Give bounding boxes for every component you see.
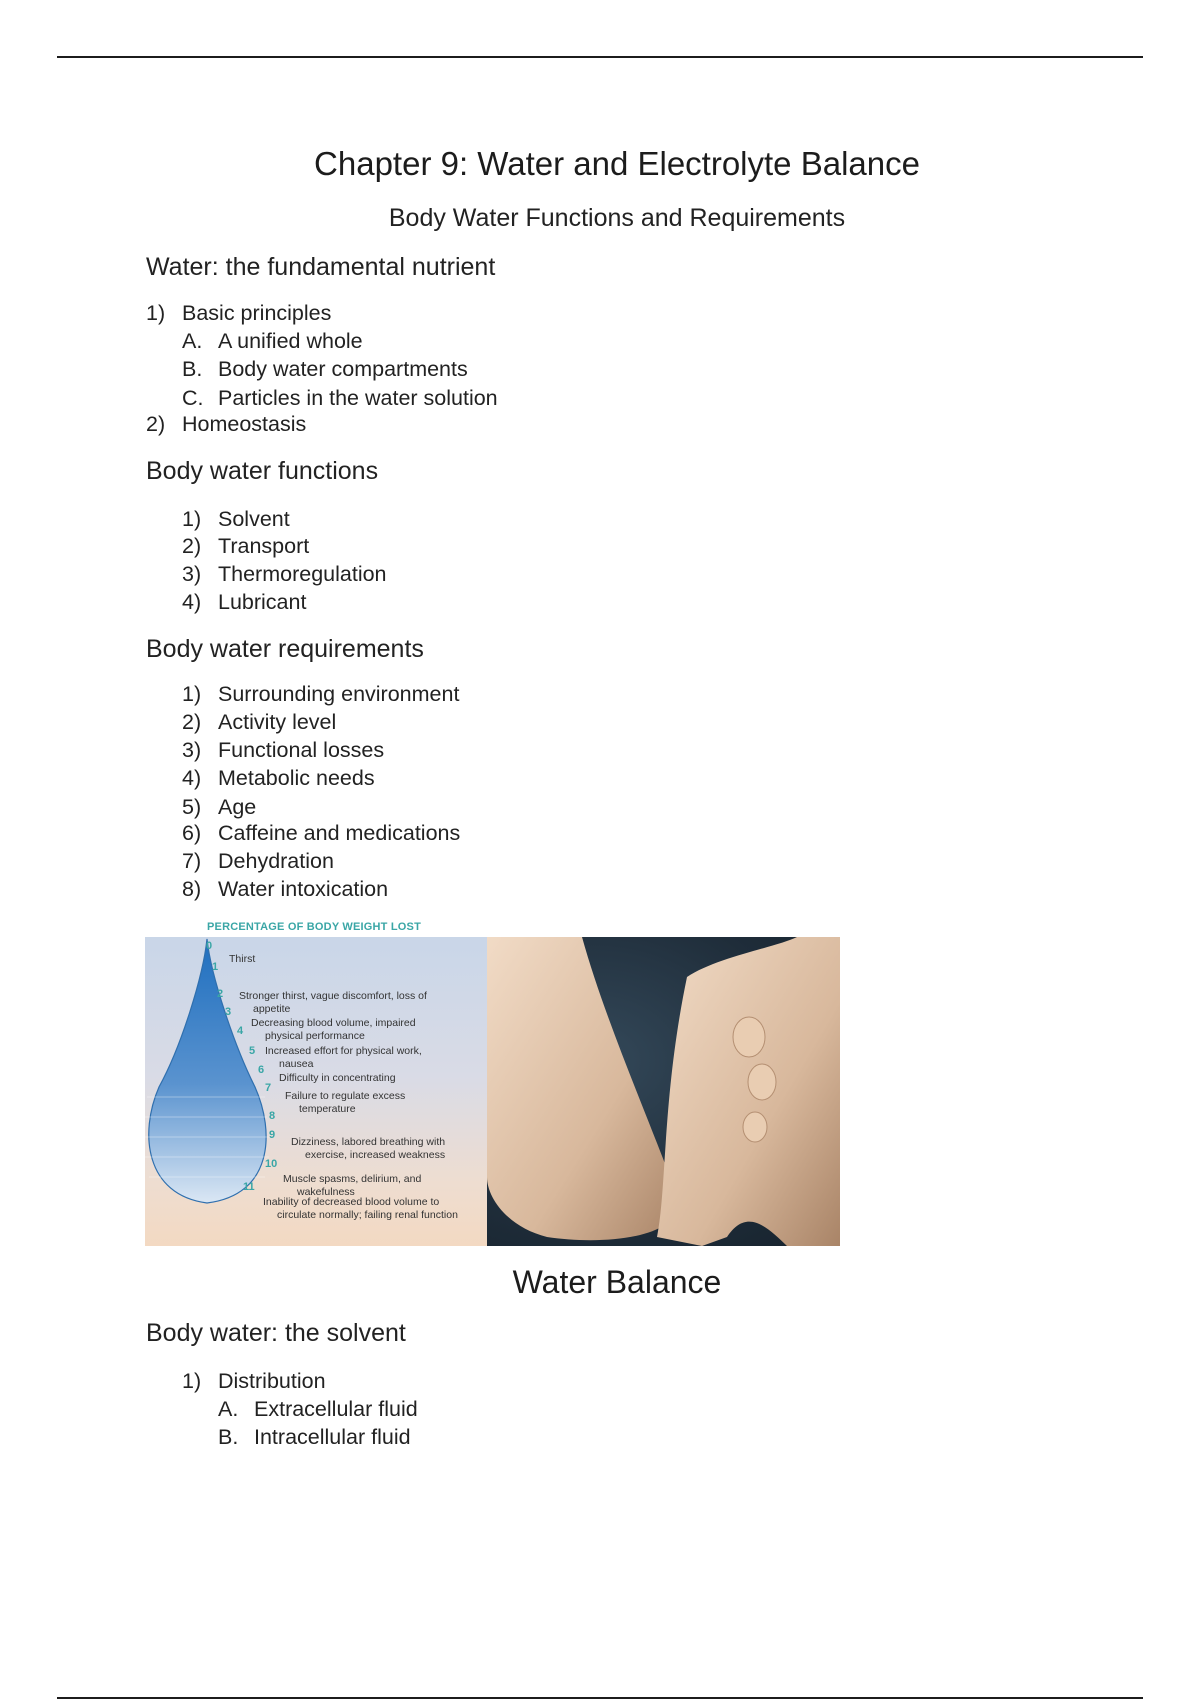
- list-label: Extracellular fluid: [254, 1397, 418, 1421]
- scale-number: 10: [265, 1158, 278, 1170]
- list-item: [182, 820, 460, 846]
- effect-labels: [229, 953, 458, 1221]
- scale-number: 3: [225, 1006, 232, 1018]
- effect-label: circulate normally; failing renal function: [277, 1209, 458, 1221]
- effect-label: Difficulty in concentrating: [279, 1072, 396, 1084]
- list-item: [182, 848, 334, 874]
- list-number: 4): [182, 590, 202, 614]
- list-label: Basic principles: [182, 301, 332, 325]
- list-number: 2): [146, 412, 166, 436]
- list-number: C.: [182, 386, 204, 410]
- list-label: Lubricant: [218, 590, 307, 614]
- list-number: 2): [182, 534, 202, 558]
- scale-number: 5: [249, 1045, 256, 1057]
- list-item: [182, 385, 498, 411]
- chart-header: PERCENTAGE OF BODY WEIGHT LOST: [207, 921, 421, 933]
- scale-number: 6: [258, 1064, 265, 1076]
- list-label: A unified whole: [218, 329, 363, 353]
- list-label: Surrounding environment: [218, 682, 460, 706]
- scale-number: 9: [269, 1129, 276, 1141]
- list-item: [146, 300, 331, 326]
- list-label: Functional losses: [218, 738, 385, 762]
- list-label: Transport: [218, 534, 310, 558]
- list-number: 1): [182, 507, 202, 531]
- scale-number: 2: [217, 988, 224, 1000]
- list-number: 8): [182, 877, 202, 901]
- scale-number: 0: [206, 940, 213, 952]
- edema-photo: [487, 937, 840, 1246]
- foot-illustration: [487, 937, 840, 1246]
- list-item: [182, 328, 363, 354]
- blister-shape: [748, 1064, 776, 1100]
- list-label: Distribution: [218, 1369, 326, 1393]
- list-label: Solvent: [218, 507, 290, 531]
- list-number: 6): [182, 821, 202, 845]
- list-item: [182, 794, 256, 820]
- list-number: 1): [146, 301, 166, 325]
- top-rule: [57, 56, 1143, 58]
- list-item: [182, 681, 459, 707]
- blister-shape: [743, 1112, 767, 1142]
- list-number: 4): [182, 766, 202, 790]
- effect-label: Increased effort for physical work,: [265, 1045, 422, 1057]
- scale-number: 8: [269, 1110, 276, 1122]
- list-item: [182, 876, 388, 902]
- scale-number: 11: [243, 1181, 255, 1193]
- list-number: B.: [182, 357, 203, 381]
- list-number: B.: [218, 1425, 239, 1449]
- list-label: Age: [218, 795, 257, 819]
- effect-label: Decreasing blood volume, impaired: [251, 1017, 416, 1029]
- list-item: [182, 533, 309, 559]
- list-label: Dehydration: [218, 849, 334, 873]
- effect-label: Thirst: [229, 953, 256, 965]
- effect-label: Muscle spasms, delirium, and: [283, 1173, 422, 1185]
- list-item: [182, 589, 306, 615]
- list-item: [182, 709, 336, 735]
- list-label: Particles in the water solution: [218, 386, 498, 410]
- list-label: Thermoregulation: [218, 562, 387, 586]
- effect-label: physical performance: [265, 1030, 365, 1042]
- list-label: Activity level: [218, 710, 337, 734]
- list-number: A.: [182, 329, 203, 353]
- effect-label: wakefulness: [297, 1186, 355, 1198]
- section-heading-fundamental-nutrient: Water: the fundamental nutrient: [146, 253, 496, 281]
- list-item: [182, 765, 375, 791]
- list-number: 1): [182, 1369, 202, 1393]
- list-item: [182, 1368, 326, 1394]
- water-balance-figure: [145, 921, 840, 1246]
- section-heading-body-water-requirements: Body water requirements: [146, 635, 424, 663]
- blister-shape: [733, 1017, 765, 1057]
- effect-label: Dizziness, labored breathing with: [291, 1136, 446, 1148]
- dehydration-chart-panel: [145, 921, 487, 1246]
- effect-label: Failure to regulate excess: [285, 1090, 406, 1102]
- list-number: 3): [182, 562, 202, 586]
- list-item: [146, 411, 306, 437]
- bottom-rule: [57, 1697, 1143, 1699]
- list-item: [182, 506, 290, 532]
- list-number: 3): [182, 738, 202, 762]
- section-heading-body-water-solvent: Body water: the solvent: [146, 1319, 406, 1347]
- list-label: Homeostasis: [182, 412, 307, 436]
- list-label: Intracellular fluid: [254, 1425, 411, 1449]
- list-label: Caffeine and medications: [218, 821, 461, 845]
- right-foot-shape: [657, 937, 840, 1246]
- list-item: [218, 1424, 411, 1450]
- left-foot-shape: [487, 937, 678, 1240]
- list-label: Water intoxication: [218, 877, 389, 901]
- figure-caption: Water Balance: [512, 1264, 722, 1300]
- list-item: [182, 737, 384, 763]
- effect-label: nausea: [279, 1058, 314, 1070]
- list-item: [182, 356, 468, 382]
- scale-number: 1: [212, 961, 219, 973]
- effect-label: exercise, increased weakness: [305, 1149, 446, 1161]
- water-drop-icon: [149, 939, 266, 1203]
- list-label: Body water compartments: [218, 357, 468, 381]
- list-label: Metabolic needs: [218, 766, 375, 790]
- scale-number: 7: [265, 1082, 272, 1094]
- list-item: [218, 1396, 418, 1422]
- list-number: 1): [182, 682, 202, 706]
- page-subtitle: Body Water Functions and Requirements: [388, 204, 846, 232]
- effect-label: temperature: [299, 1103, 356, 1115]
- list-number: 2): [182, 710, 202, 734]
- list-number: A.: [218, 1397, 239, 1421]
- list-number: 7): [182, 849, 202, 873]
- list-number: 5): [182, 795, 202, 819]
- effect-label: Inability of decreased blood volume to: [263, 1196, 440, 1208]
- effect-label: appetite: [253, 1003, 291, 1015]
- list-item: [182, 561, 387, 587]
- dehydration-drop-diagram: [145, 937, 487, 1246]
- page-title: Chapter 9: Water and Electrolyte Balance: [314, 145, 920, 182]
- scale-number: 4: [237, 1025, 244, 1037]
- section-heading-body-water-functions: Body water functions: [146, 457, 379, 485]
- effect-label: Stronger thirst, vague discomfort, loss of: [239, 990, 427, 1002]
